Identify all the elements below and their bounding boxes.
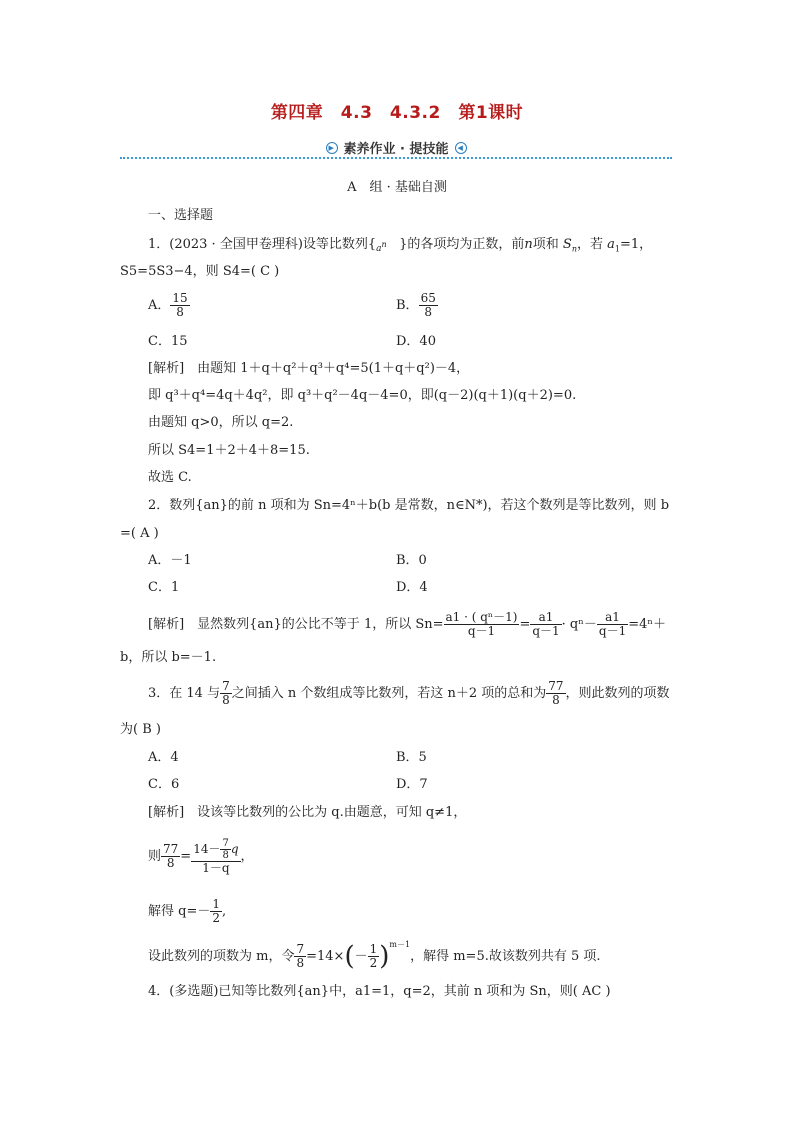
q2-option-b: B．0	[396, 553, 427, 568]
q2-option-a: A．－1	[148, 553, 192, 568]
q1-option-a: A． $\frac{15}{8}$	[148, 291, 188, 319]
q2-solution-2: b，所以 b=－1.	[120, 650, 217, 665]
q1-solution-5: 故选 C.	[148, 470, 192, 485]
q1-option-c: C．15	[148, 334, 188, 349]
banner-label: 素养作业 · 提技能	[343, 142, 449, 157]
banner-divider	[120, 157, 672, 159]
q1-solution-1: [解析] 由题知 1＋q＋q²＋q³＋q⁴=5(1＋q＋q²)－4，	[148, 361, 470, 376]
q3-option-b: B．5	[396, 750, 427, 765]
q3-line2: 为( B )	[120, 722, 161, 737]
chapter-title: 第四章 4.3 4.3.2 第1课时	[270, 103, 524, 123]
play-left-icon: ◀	[455, 142, 467, 154]
q1-line2: S5=5S3−4，则 S4=( C )	[120, 264, 280, 279]
q3-option-c: C．6	[148, 777, 180, 792]
q1-line1: 1．(2023 · 全国甲卷理科)设等比数列{$^{a^n}$ }的各项均为正数，前n项和 $S_n$，若 $a_1=1$，	[148, 237, 653, 254]
q2-option-c: C．1	[148, 580, 180, 595]
section-heading: 一、选择题	[148, 208, 214, 223]
q3-line1: 3．在 14 与 $\frac{7}{8}$ 之间插入 n 个数组成等比数列，若这 n＋2 项的总和为 $\frac{77}{8}$ ，则此数列的项数	[148, 679, 670, 707]
q2-option-d: D．4	[396, 580, 428, 595]
q3-solution-3: 解得 q=－ $\frac{1}{2}$ ,	[148, 897, 227, 925]
q2-solution-1: [解析] 显然数列{an}的公比不等于 1，所以 Sn= $\frac{\text{a1 · ( qⁿ－1)}}{q-1}$ = $\frac{a1}{q-1}$ · qⁿ－ $\frac{a1}{q-1}$ =4ⁿ＋	[148, 610, 667, 638]
section-banner	[120, 138, 672, 160]
q1-solution-4: 所以 S4=1＋2＋4＋8=15.	[148, 443, 310, 458]
q1-solution-2: 即 q³＋q⁴=4q＋4q²，即 q³＋q²－4q－4=0，即(q－2)(q＋1)(q＋2)=0.	[148, 388, 577, 403]
group-heading: A 组 · 基础自测	[347, 180, 447, 195]
play-right-icon: ▶	[326, 142, 338, 154]
q2-line2: =( A )	[120, 526, 159, 541]
q1-option-d: D．40	[396, 334, 436, 349]
q1-solution-3: 由题知 q>0，所以 q=2.	[148, 415, 294, 430]
q3-solution-1: [解析] 设该等比数列的公比为 q.由题意，可知 q≠1，	[148, 805, 467, 820]
q1-option-b: B． $\frac{65}{8}$	[396, 291, 436, 319]
q4-line1: 4．(多选题)已知等比数列{an}中，a1=1，q=2，其前 n 项和为 Sn，则( AC )	[148, 984, 611, 999]
q3-solution-4: 设此数列的项数为 m，令 $\frac{7}{8}$ =14×(－ $\frac{1}{2}$ )$^{m-1}$，解得 m=5.故该数列共有 5 项.	[148, 939, 601, 972]
q3-option-a: A．4	[148, 750, 179, 765]
q3-solution-2: 则 $\frac{77}{8}$ = 14－ $\frac{7}{8}$ q 1－q ，	[148, 838, 254, 875]
q2-line1: 2．数列{an}的前 n 项和为 Sn=4ⁿ＋b(b 是常数，n∈N*)，若这个数列是等比数列，则 b	[148, 498, 670, 513]
q3-option-d: D．7	[396, 777, 428, 792]
